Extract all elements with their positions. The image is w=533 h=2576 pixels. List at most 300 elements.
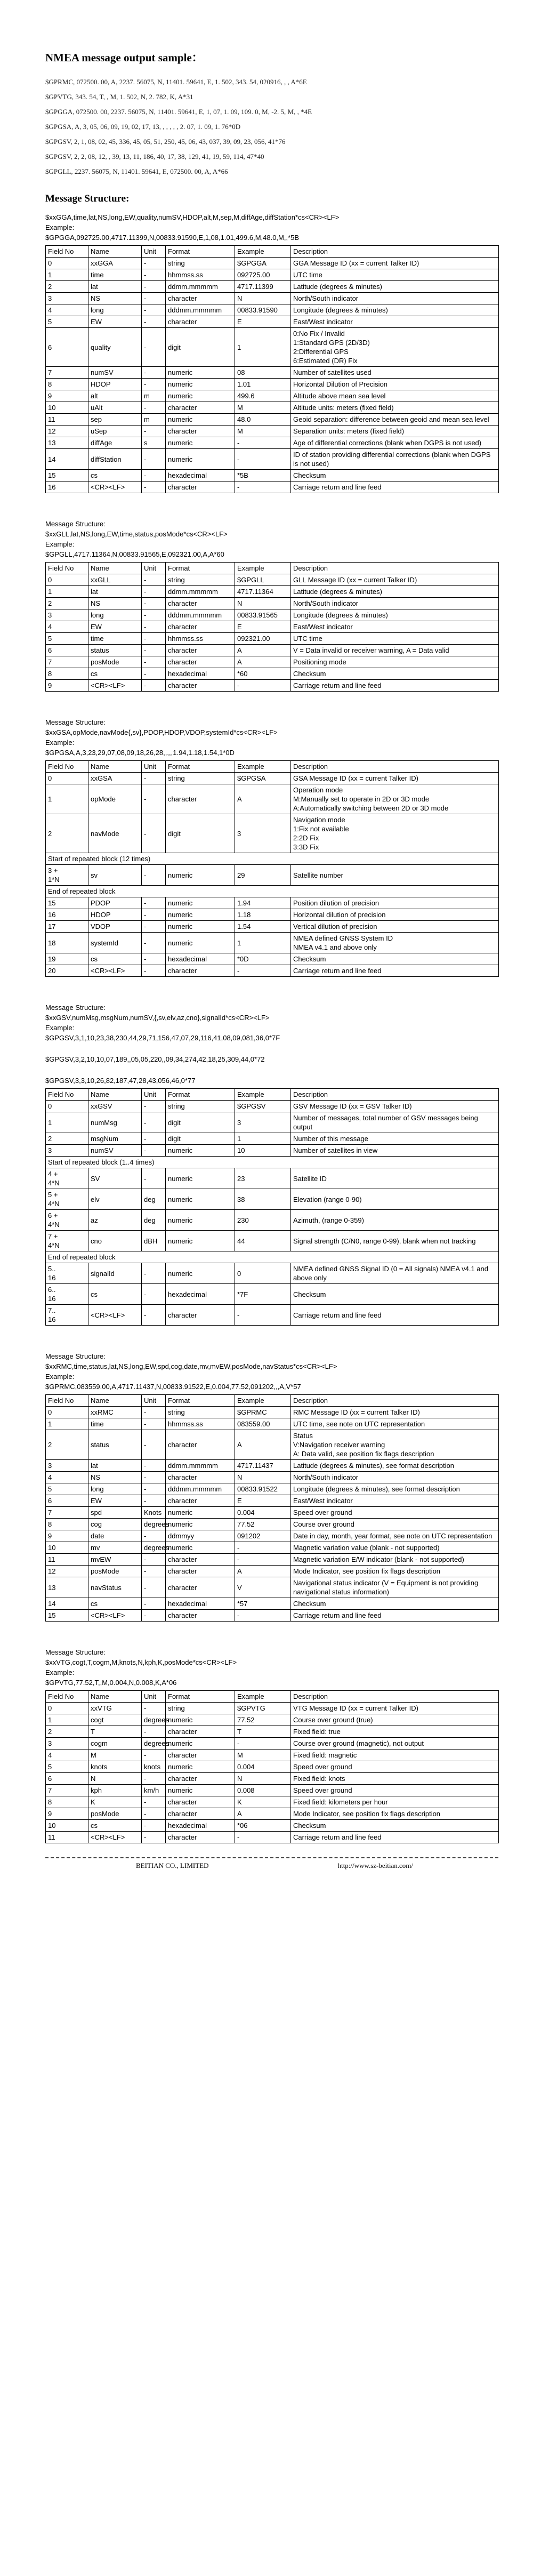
table-cell: <CR><LF> bbox=[88, 1305, 142, 1326]
table-cell: numeric bbox=[166, 909, 235, 921]
table-cell: cogm bbox=[88, 1738, 142, 1750]
table-cell: hhmmss.ss bbox=[166, 1418, 235, 1430]
table-row bbox=[46, 586, 499, 598]
table-cell: lat bbox=[88, 586, 142, 598]
table-cell: - bbox=[142, 1101, 166, 1112]
table-row bbox=[46, 897, 499, 909]
table-cell: numeric bbox=[166, 921, 235, 933]
footer-divider bbox=[45, 1857, 498, 1858]
table-cell: 20 bbox=[46, 965, 88, 977]
table-cell: xxGLL bbox=[88, 574, 142, 586]
table-cell: character bbox=[166, 1495, 235, 1507]
table-cell: GSV Message ID (xx = GSV Talker ID) bbox=[291, 1101, 499, 1112]
table-cell: character bbox=[166, 621, 235, 633]
column-header: Field No bbox=[46, 563, 88, 574]
table-cell: 1 bbox=[46, 1418, 88, 1430]
table-cell: 2 bbox=[46, 1430, 88, 1460]
table-cell: xxRMC bbox=[88, 1407, 142, 1418]
table-cell: NMEA defined GNSS Signal ID (0 = All signals) NMEA v4.1 and above only bbox=[291, 1263, 499, 1284]
table-cell: UTC time, see note on UTC representation bbox=[291, 1418, 499, 1430]
table-cell: hexadecimal bbox=[166, 1284, 235, 1305]
table-cell: Checksum bbox=[291, 1284, 499, 1305]
table-cell: Carriage return and line feed bbox=[291, 965, 499, 977]
table-cell: Satellite ID bbox=[291, 1168, 499, 1189]
table-cell: 8 bbox=[46, 1796, 88, 1808]
table-cell: Carriage return and line feed bbox=[291, 1305, 499, 1326]
message-structure: $xxGGA,time,lat,NS,long,EW,quality,numSV,HDOP,alt,M,sep,M,diffAge,diffStation*cs<CR><LF> bbox=[45, 213, 340, 221]
table-row bbox=[46, 1472, 499, 1483]
table-cell: string bbox=[166, 574, 235, 586]
column-header: Field No bbox=[46, 246, 88, 258]
repeated-block-marker-row bbox=[46, 886, 499, 897]
repeated-block-marker-row bbox=[46, 1251, 499, 1263]
example-sentence: $GPGSV,3,1,10,23,38,230,44,29,71,156,47,07,29,116,41,08,09,081,36,0*7F $GPGSV,3,2,10,10,07,189,,05,05,220,,09,34,274,42,18,25,309,44,0*72 $GPGSV,3,3,10,26,82,187,47,28,43,056,46,0*77 bbox=[45, 1034, 280, 1085]
column-header: Name bbox=[88, 563, 142, 574]
table-row bbox=[46, 1305, 499, 1326]
table-cell: 12 bbox=[46, 1566, 88, 1577]
table-cell: 00833.91590 bbox=[235, 304, 291, 316]
table-row bbox=[46, 645, 499, 656]
table-cell: UTC time bbox=[291, 269, 499, 281]
table-cell: character bbox=[166, 402, 235, 414]
table-cell: hexadecimal bbox=[166, 953, 235, 965]
repeated-block-marker: Start of repeated block (1..4 times) bbox=[46, 1157, 499, 1168]
table-cell: M bbox=[88, 1750, 142, 1761]
table-cell: cog bbox=[88, 1519, 142, 1530]
table-cell: - bbox=[142, 1610, 166, 1622]
table-cell: V = Data invalid or receiver warning, A = Data valid bbox=[291, 645, 499, 656]
table-cell: dBH bbox=[142, 1231, 166, 1251]
column-header: Name bbox=[88, 761, 142, 773]
table-cell: 5 bbox=[46, 633, 88, 645]
table-cell: 1 bbox=[235, 328, 291, 367]
table-cell: digit bbox=[166, 1133, 235, 1145]
table-cell: Age of differential corrections (blank when DGPS is not used) bbox=[291, 437, 499, 449]
section-label: Message Structure: bbox=[45, 1004, 106, 1012]
table-cell: T bbox=[235, 1726, 291, 1738]
table-cell: xxGGA bbox=[88, 258, 142, 269]
table-row bbox=[46, 1407, 499, 1418]
table-cell: <CR><LF> bbox=[88, 680, 142, 692]
table-cell: Azimuth, (range 0-359) bbox=[291, 1210, 499, 1231]
table-cell: Longitude (degrees & minutes) bbox=[291, 304, 499, 316]
table-cell: ddmm.mmmmm bbox=[166, 281, 235, 293]
table-cell: Mode Indicator, see position fix flags description bbox=[291, 1808, 499, 1820]
table-cell: character bbox=[166, 656, 235, 668]
example-sentence: $GPGLL,4717.11364,N,00833.91565,E,092321.00,A,A*60 bbox=[45, 550, 224, 558]
table-cell: long bbox=[88, 609, 142, 621]
table-cell: 092321.00 bbox=[235, 633, 291, 645]
table-cell: quality bbox=[88, 328, 142, 367]
table-cell: - bbox=[142, 1145, 166, 1157]
table-cell: - bbox=[235, 1554, 291, 1566]
table-cell: Operation mode M:Manually set to operate in 2D or 3D mode A:Automatically switching between 2D or 3D mode bbox=[291, 784, 499, 814]
table-cell: kph bbox=[88, 1785, 142, 1796]
table-cell: E bbox=[235, 1495, 291, 1507]
table-cell: 5.. 16 bbox=[46, 1263, 88, 1284]
table-cell: 16 bbox=[46, 482, 88, 493]
table-cell: 7 bbox=[46, 367, 88, 379]
table-cell: 4 bbox=[46, 1472, 88, 1483]
column-header: Unit bbox=[142, 761, 166, 773]
table-cell: Signal strength (C/N0, range 0-99), blank when not tracking bbox=[291, 1231, 499, 1251]
table-cell: N bbox=[235, 1472, 291, 1483]
table-cell: status bbox=[88, 1430, 142, 1460]
table-cell: 7 bbox=[46, 1507, 88, 1519]
table-cell: - bbox=[142, 1773, 166, 1785]
table-cell: - bbox=[142, 1407, 166, 1418]
table-cell: 2 bbox=[46, 814, 88, 853]
table-row bbox=[46, 933, 499, 953]
table-cell: - bbox=[142, 1133, 166, 1145]
table-cell: - bbox=[142, 933, 166, 953]
table-header-row bbox=[46, 1395, 499, 1407]
table-cell: character bbox=[166, 1610, 235, 1622]
table-cell: *57 bbox=[235, 1598, 291, 1610]
table-cell: - bbox=[142, 402, 166, 414]
table-cell: ddmm.mmmmm bbox=[166, 586, 235, 598]
table-cell: lat bbox=[88, 1460, 142, 1472]
table-cell: string bbox=[166, 1101, 235, 1112]
table-cell: Checksum bbox=[291, 1820, 499, 1832]
table-cell: - bbox=[142, 1495, 166, 1507]
table-cell: Course over ground bbox=[291, 1519, 499, 1530]
table-cell: Latitude (degrees & minutes) bbox=[291, 281, 499, 293]
table-row bbox=[46, 414, 499, 426]
table-cell: 2 bbox=[46, 1133, 88, 1145]
table-cell: - bbox=[235, 449, 291, 470]
table-cell: Number of satellites in view bbox=[291, 1145, 499, 1157]
table-cell: 10 bbox=[46, 1542, 88, 1554]
table-row bbox=[46, 1738, 499, 1750]
table-row bbox=[46, 1761, 499, 1773]
table-cell: T bbox=[88, 1726, 142, 1738]
table-row bbox=[46, 1284, 499, 1305]
section-spacer bbox=[45, 1622, 498, 1643]
table-cell: hexadecimal bbox=[166, 1820, 235, 1832]
table-cell: Horizontal Dilution of Precision bbox=[291, 379, 499, 390]
document-page bbox=[45, 37, 498, 1870]
table-cell: character bbox=[166, 1566, 235, 1577]
table-cell: - bbox=[142, 1460, 166, 1472]
table-cell: time bbox=[88, 269, 142, 281]
table-row bbox=[46, 1101, 499, 1112]
table-row bbox=[46, 814, 499, 853]
column-header: Format bbox=[166, 761, 235, 773]
table-cell: alt bbox=[88, 390, 142, 402]
table-cell: character bbox=[166, 1472, 235, 1483]
repeated-block-marker: End of repeated block bbox=[46, 886, 499, 897]
table-cell: cs bbox=[88, 1284, 142, 1305]
column-header: Format bbox=[166, 1691, 235, 1703]
table-row bbox=[46, 574, 499, 586]
table-cell: - bbox=[142, 269, 166, 281]
table-cell: E bbox=[235, 316, 291, 328]
table-cell: numeric bbox=[166, 1231, 235, 1251]
table-cell: 0 bbox=[46, 1101, 88, 1112]
table-cell: *0D bbox=[235, 953, 291, 965]
nmea-output-line: $GPGSV, 2, 2, 08, 12, , 39, 13, 11, 186, 40, 17, 38, 129, 41, 19, 59, 114, 47*40 bbox=[45, 153, 264, 161]
table-cell: Checksum bbox=[291, 470, 499, 482]
table-cell: 3 bbox=[46, 1738, 88, 1750]
table-cell: 15 bbox=[46, 897, 88, 909]
table-cell: - bbox=[235, 1542, 291, 1554]
table-cell: <CR><LF> bbox=[88, 965, 142, 977]
table-cell: Checksum bbox=[291, 1598, 499, 1610]
table-row bbox=[46, 1820, 499, 1832]
table-cell: - bbox=[142, 668, 166, 680]
table-cell: <CR><LF> bbox=[88, 1832, 142, 1843]
table-row bbox=[46, 1483, 499, 1495]
table-cell: - bbox=[142, 953, 166, 965]
table-cell: A bbox=[235, 1808, 291, 1820]
table-row bbox=[46, 1554, 499, 1566]
table-cell: GSA Message ID (xx = current Talker ID) bbox=[291, 773, 499, 784]
table-cell: 0 bbox=[46, 258, 88, 269]
table-cell: - bbox=[142, 1808, 166, 1820]
table-cell: signalId bbox=[88, 1263, 142, 1284]
table-cell: N bbox=[88, 1773, 142, 1785]
section-spacer bbox=[45, 493, 498, 515]
table-cell: Fixed field: true bbox=[291, 1726, 499, 1738]
table-cell: Number of satellites used bbox=[291, 367, 499, 379]
table-cell: numeric bbox=[166, 1145, 235, 1157]
table-cell: numeric bbox=[166, 1785, 235, 1796]
table-cell: hexadecimal bbox=[166, 1598, 235, 1610]
table-cell: 11 bbox=[46, 414, 88, 426]
page-title: NMEA message output sample： bbox=[45, 51, 203, 64]
table-cell: numeric bbox=[166, 865, 235, 886]
table-cell: 8 bbox=[46, 1519, 88, 1530]
table-cell: degrees bbox=[142, 1738, 166, 1750]
table-cell: Speed over ground bbox=[291, 1761, 499, 1773]
table-cell: 5 + 4*N bbox=[46, 1189, 88, 1210]
table-cell: - bbox=[142, 379, 166, 390]
table-cell: posMode bbox=[88, 1566, 142, 1577]
table-cell: $GPRMC bbox=[235, 1407, 291, 1418]
table-row bbox=[46, 633, 499, 645]
table-cell: systemId bbox=[88, 933, 142, 953]
table-cell: K bbox=[88, 1796, 142, 1808]
field-table bbox=[45, 1394, 499, 1622]
table-cell: 19 bbox=[46, 953, 88, 965]
table-cell: 4717.11399 bbox=[235, 281, 291, 293]
repeated-block-marker: Start of repeated block (12 times) bbox=[46, 853, 499, 865]
table-cell: 1 bbox=[46, 586, 88, 598]
table-cell: 230 bbox=[235, 1210, 291, 1231]
field-table bbox=[45, 1690, 499, 1843]
table-cell: mv bbox=[88, 1542, 142, 1554]
example-label: Example: bbox=[45, 1668, 75, 1676]
nmea-output-line: $GPGSV, 2, 1, 08, 02, 45, 336, 45, 05, 51, 250, 45, 06, 43, 037, 39, 09, 23, 056, 41*76 bbox=[45, 138, 286, 146]
table-cell: character bbox=[166, 1305, 235, 1326]
table-row bbox=[46, 598, 499, 609]
table-cell: - bbox=[142, 482, 166, 493]
table-row bbox=[46, 1231, 499, 1251]
table-cell: msgNum bbox=[88, 1133, 142, 1145]
table-cell: - bbox=[235, 1305, 291, 1326]
column-header: Example bbox=[235, 761, 291, 773]
table-row bbox=[46, 953, 499, 965]
table-cell: - bbox=[235, 1738, 291, 1750]
table-cell: - bbox=[142, 1472, 166, 1483]
table-cell: $GPGSV bbox=[235, 1101, 291, 1112]
table-cell: long bbox=[88, 1483, 142, 1495]
table-row bbox=[46, 1210, 499, 1231]
section-label: Message Structure: bbox=[45, 1648, 106, 1656]
structure-heading: Message Structure: bbox=[45, 193, 130, 204]
table-cell: 2 bbox=[46, 281, 88, 293]
table-cell: ddmm.mmmmm bbox=[166, 1460, 235, 1472]
table-cell: - bbox=[235, 1610, 291, 1622]
table-cell: numeric bbox=[166, 449, 235, 470]
table-cell: s bbox=[142, 437, 166, 449]
table-cell: - bbox=[142, 316, 166, 328]
table-row bbox=[46, 909, 499, 921]
table-cell: ID of station providing differential corrections (blank when DGPS is not used) bbox=[291, 449, 499, 470]
table-cell: - bbox=[235, 437, 291, 449]
table-cell: Satellite number bbox=[291, 865, 499, 886]
table-cell: xxGSA bbox=[88, 773, 142, 784]
table-row bbox=[46, 1495, 499, 1507]
table-cell: time bbox=[88, 633, 142, 645]
table-cell: Number of messages, total number of GSV messages being output bbox=[291, 1112, 499, 1133]
table-cell: numeric bbox=[166, 1542, 235, 1554]
table-cell: N bbox=[235, 293, 291, 304]
table-cell: numeric bbox=[166, 367, 235, 379]
table-cell: - bbox=[142, 784, 166, 814]
table-cell: 3 + 1*N bbox=[46, 865, 88, 886]
table-cell: character bbox=[166, 645, 235, 656]
table-cell: VTG Message ID (xx = current Talker ID) bbox=[291, 1703, 499, 1714]
table-row bbox=[46, 1785, 499, 1796]
table-cell: Magnetic variation E/W indicator (blank - not supported) bbox=[291, 1554, 499, 1566]
table-cell: 11 bbox=[46, 1832, 88, 1843]
example-label: Example: bbox=[45, 223, 75, 231]
section-spacer bbox=[45, 1326, 498, 1347]
table-cell: opMode bbox=[88, 784, 142, 814]
column-header: Example bbox=[235, 1089, 291, 1101]
table-cell: North/South indicator bbox=[291, 293, 499, 304]
table-cell: character bbox=[166, 1726, 235, 1738]
table-cell: Course over ground (true) bbox=[291, 1714, 499, 1726]
table-cell: HDOP bbox=[88, 909, 142, 921]
table-cell: 4 bbox=[46, 1750, 88, 1761]
table-cell: hhmmss.ss bbox=[166, 269, 235, 281]
table-cell: SV bbox=[88, 1168, 142, 1189]
example-label: Example: bbox=[45, 739, 75, 747]
example-sentence: $GPGGA,092725.00,4717.11399,N,00833.91590,E,1,08,1.01,499.6,M,48.0,M,,*5B bbox=[45, 234, 300, 242]
table-cell: 4717.11364 bbox=[235, 586, 291, 598]
table-cell: - bbox=[142, 574, 166, 586]
table-cell: 1 bbox=[235, 1133, 291, 1145]
table-cell: Magnetic variation value (blank - not supported) bbox=[291, 1542, 499, 1554]
table-cell: Carriage return and line feed bbox=[291, 482, 499, 493]
table-row bbox=[46, 304, 499, 316]
table-cell: RMC Message ID (xx = current Talker ID) bbox=[291, 1407, 499, 1418]
example-sentence: $GPGSA,A,3,23,29,07,08,09,18,26,28,,,,,1.94,1.18,1.54,1*0D bbox=[45, 749, 235, 757]
table-cell: PDOP bbox=[88, 897, 142, 909]
table-row bbox=[46, 965, 499, 977]
field-table bbox=[45, 562, 499, 692]
table-cell: - bbox=[235, 680, 291, 692]
table-cell: 0.008 bbox=[235, 1785, 291, 1796]
table-cell: - bbox=[142, 586, 166, 598]
table-cell: $GPGGA bbox=[235, 258, 291, 269]
nmea-output-sample bbox=[45, 75, 498, 179]
column-header: Name bbox=[88, 1691, 142, 1703]
table-cell: sv bbox=[88, 865, 142, 886]
table-cell: 9 bbox=[46, 1530, 88, 1542]
nmea-output-line: $GPGGA, 072500. 00, 2237. 56075, N, 11401. 59641, E, 1, 07, 1. 09, 109. 0, M, -2. 5, M, , *4E bbox=[45, 108, 312, 116]
table-cell: - bbox=[142, 1418, 166, 1430]
table-cell: Speed over ground bbox=[291, 1785, 499, 1796]
table-cell: UTC time bbox=[291, 633, 499, 645]
table-cell: 1 bbox=[46, 784, 88, 814]
example-label: Example: bbox=[45, 1373, 75, 1381]
table-cell: diffAge bbox=[88, 437, 142, 449]
column-header: Description bbox=[291, 1395, 499, 1407]
table-cell: m bbox=[142, 390, 166, 402]
table-cell: - bbox=[142, 470, 166, 482]
table-cell: m bbox=[142, 414, 166, 426]
table-cell: character bbox=[166, 482, 235, 493]
footer-url[interactable]: http://www.sz-beitian.com/ bbox=[337, 1861, 413, 1869]
table-row bbox=[46, 426, 499, 437]
table-header-row bbox=[46, 1089, 499, 1101]
table-cell: - bbox=[142, 1796, 166, 1808]
column-header: Unit bbox=[142, 1691, 166, 1703]
table-cell: 1.94 bbox=[235, 897, 291, 909]
table-cell: 8 bbox=[46, 668, 88, 680]
table-cell: - bbox=[142, 633, 166, 645]
table-row bbox=[46, 1750, 499, 1761]
column-header: Description bbox=[291, 761, 499, 773]
table-cell: numSV bbox=[88, 367, 142, 379]
table-row bbox=[46, 449, 499, 470]
column-header: Format bbox=[166, 1395, 235, 1407]
table-cell: Carriage return and line feed bbox=[291, 1832, 499, 1843]
table-cell: knots bbox=[88, 1761, 142, 1773]
table-cell: <CR><LF> bbox=[88, 1610, 142, 1622]
table-row bbox=[46, 1703, 499, 1714]
message-structure: $xxGSA,opMode,navMode{,sv},PDOP,HDOP,VDOP,systemId*cs<CR><LF> bbox=[45, 728, 278, 736]
table-cell: 16 bbox=[46, 909, 88, 921]
table-cell: - bbox=[142, 1577, 166, 1598]
table-cell: numeric bbox=[166, 1168, 235, 1189]
table-cell: status bbox=[88, 645, 142, 656]
table-cell: dddmm.mmmmm bbox=[166, 1483, 235, 1495]
table-cell: - bbox=[142, 1112, 166, 1133]
table-cell: - bbox=[142, 1530, 166, 1542]
table-cell: string bbox=[166, 258, 235, 269]
table-row bbox=[46, 1832, 499, 1843]
table-cell: 13 bbox=[46, 437, 88, 449]
table-cell: NS bbox=[88, 598, 142, 609]
table-cell: East/West indicator bbox=[291, 621, 499, 633]
table-cell: V bbox=[235, 1577, 291, 1598]
message-section-vtg bbox=[45, 1622, 498, 1843]
table-cell: 0 bbox=[46, 1703, 88, 1714]
table-row bbox=[46, 1133, 499, 1145]
table-cell: Carriage return and line feed bbox=[291, 680, 499, 692]
message-section-gll bbox=[45, 493, 498, 692]
table-row bbox=[46, 1566, 499, 1577]
table-cell: character bbox=[166, 1796, 235, 1808]
table-cell: 4 + 4*N bbox=[46, 1168, 88, 1189]
table-cell: xxVTG bbox=[88, 1703, 142, 1714]
table-cell: Checksum bbox=[291, 953, 499, 965]
